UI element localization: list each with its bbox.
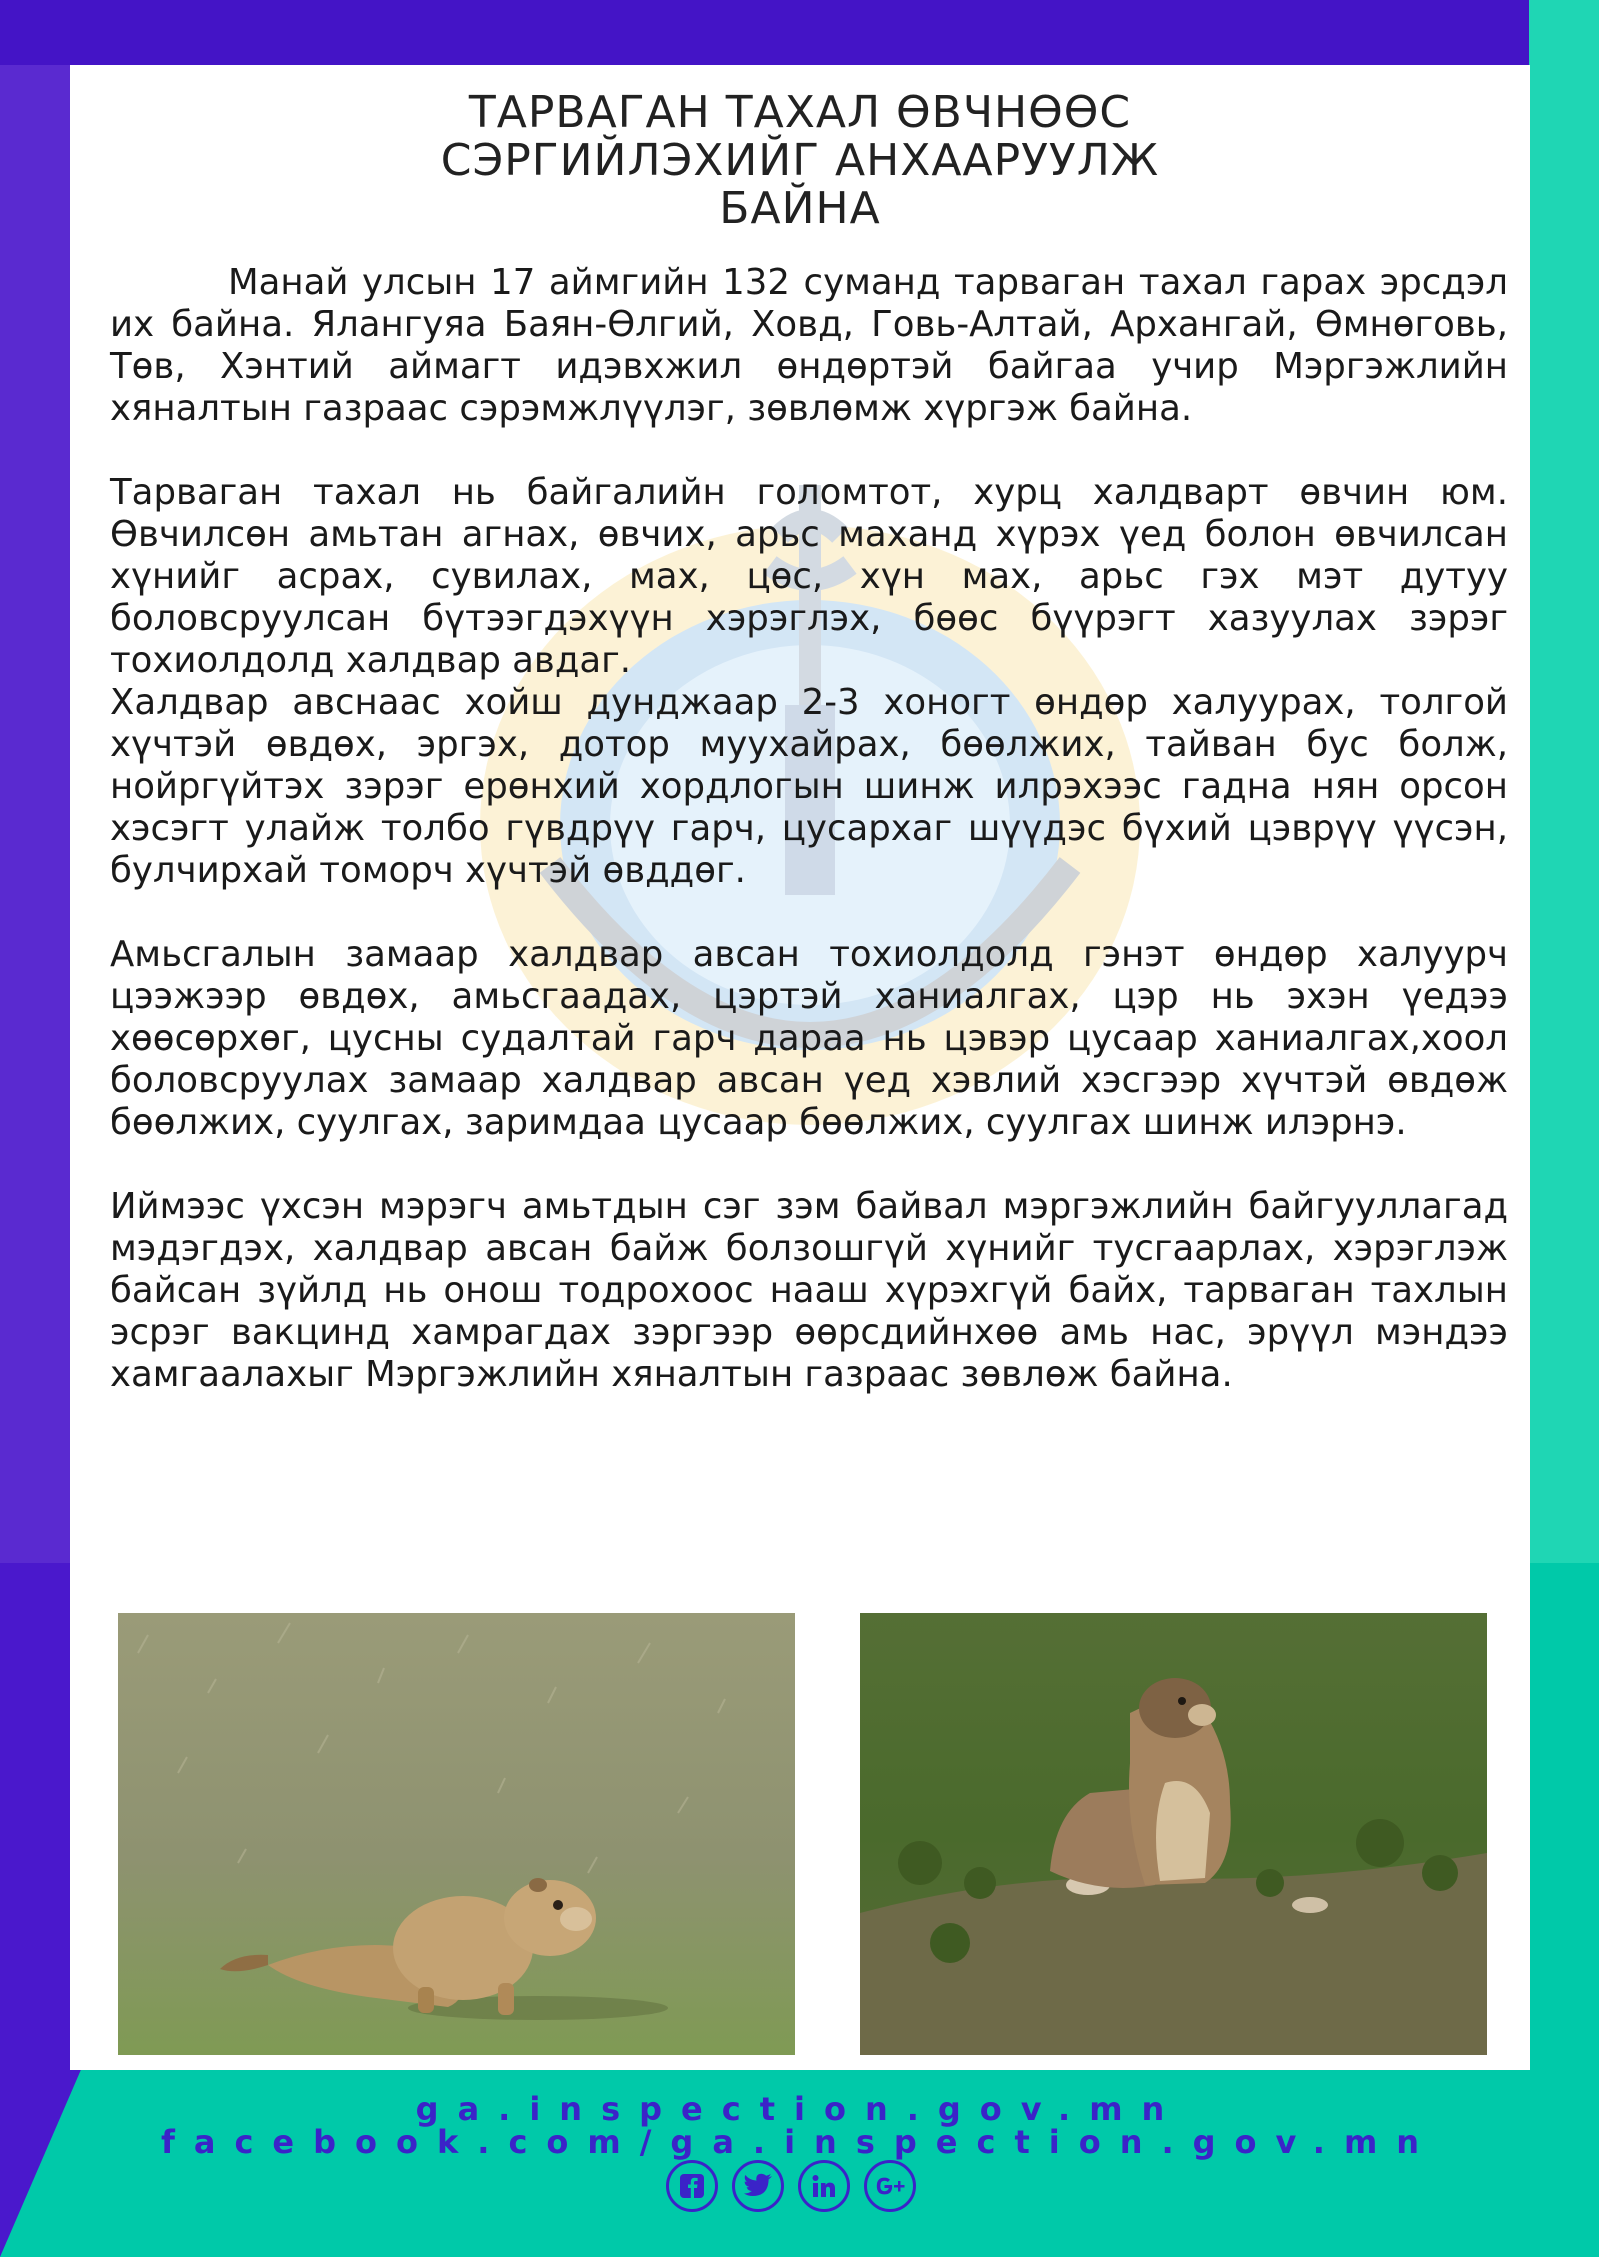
marmot-photo [860,1613,1487,2055]
linkedin-button[interactable] [798,2160,850,2212]
paragraph: Тарваган тахал нь байгалийн голомтот, хурц халдварт өвчин юм. Өвчилсөн амьтан агнах, өвчих, арьс маханд хүрэх үед болон өвчилсан хүнийг асрах, сувилах, мах, цөс, хүн мах, арьс гэх мэт дутуу боловсруулсан бүтээгдэхүүн хэрэглэх, бөөс бүүрэгт хазуулах зэрэг тохиолдолд халдвар авдаг. [110,472,1508,681]
facebook-link[interactable]: facebook.com/ga.inspection.gov.mn [160,2123,1439,2161]
social-links [666,2160,916,2212]
paragraph: Амьсгалын замаар халдвар авсан тохиолдолд гэнэт өндөр халуурч цээжээр өвдөх, амьсгаадах, цэртэй ханиалгах, цэр нь эхэн үедээ хөөсөрхөг, цусны судалтай гарч дараа нь цэвэр цусаар ханиалгах,хоол боловсруулах замаар халдвар авсан үед хэвлий хэсгээр хүчтэй өвдөж бөөлжих, суулгах, заримдаа цусаар бөөлжих, суулгах шинж илэрнэ. [110,934,1508,1143]
article-body [110,262,1508,1396]
linkedin-icon [812,2174,836,2198]
google-plus-icon [875,2175,905,2197]
twitter-icon [743,2173,773,2199]
title-line: БАЙНА [719,183,881,234]
page-title [70,89,1530,233]
paragraph: Иймээс үхсэн мэрэгч амьтдын сэг зэм байвал мэргэжлийн байгууллагад мэдэгдэх, халдвар авсан байж болзошгүй хүнийг тусгаарлах, хэрэглэж байсан зүйлд нь онош тодрохоос нааш хүрэхгүй байх, тарваган тахлын эсрэг вакцинд хамрагдах зэргээр өөрсдийнхөө амь нас, эрүүл мэндээ хамгаалахыг Мэргэжлийн хяналтын газраас зөвлөж байна. [110,1186,1508,1395]
website-link[interactable]: ga.inspection.gov.mn [415,2090,1184,2128]
right-band [1529,0,1599,1563]
title-line: СЭРГИЙЛЭХИЙГ АНХААРУУЛЖ [440,135,1160,186]
top-band [0,0,1599,65]
facebook-icon [679,2173,705,2199]
marmot-photo [118,1613,795,2055]
left-band [0,65,70,1563]
poster-sheet [70,65,1530,2070]
title-line: ТАРВАГАН ТАХАЛ ӨВЧНӨӨС [468,87,1132,138]
google-plus-button[interactable] [864,2160,916,2212]
facebook-button[interactable] [666,2160,718,2212]
paragraph: Манай улсын 17 аймгийн 132 суманд тарваган тахал гарах эрсдэл их байна. Ялангуяа Баян-Өлгий, Ховд, Говь-Алтай, Архангай, Өмнөговь, Төв, Хэнтий аймагт идэвхжил өндөртэй байгаа учир Мэргэжлийн хяналтын газраас сэрэмжлүүлэг, зөвлөмж хүргэж байна. [110,262,1508,429]
paragraph: Халдвар авснаас хойш дунджаар 2-3 хоногт өндөр халуурах, толгой хүчтэй өвдөх, эргэх, дотор муухайрах, бөөлжих, тайван бус болж, нойргүйтэх зэрэг ерөнхий хордлогын шинж илрэхээс гадна нян орсон хэсэгт улайж толбо гүвдрүү гарч, цусархаг шүүдэс бүхий цэврүү үүсэн, булчирхай томорч хүчтэй өвддөг. [110,682,1508,891]
twitter-button[interactable] [732,2160,784,2212]
